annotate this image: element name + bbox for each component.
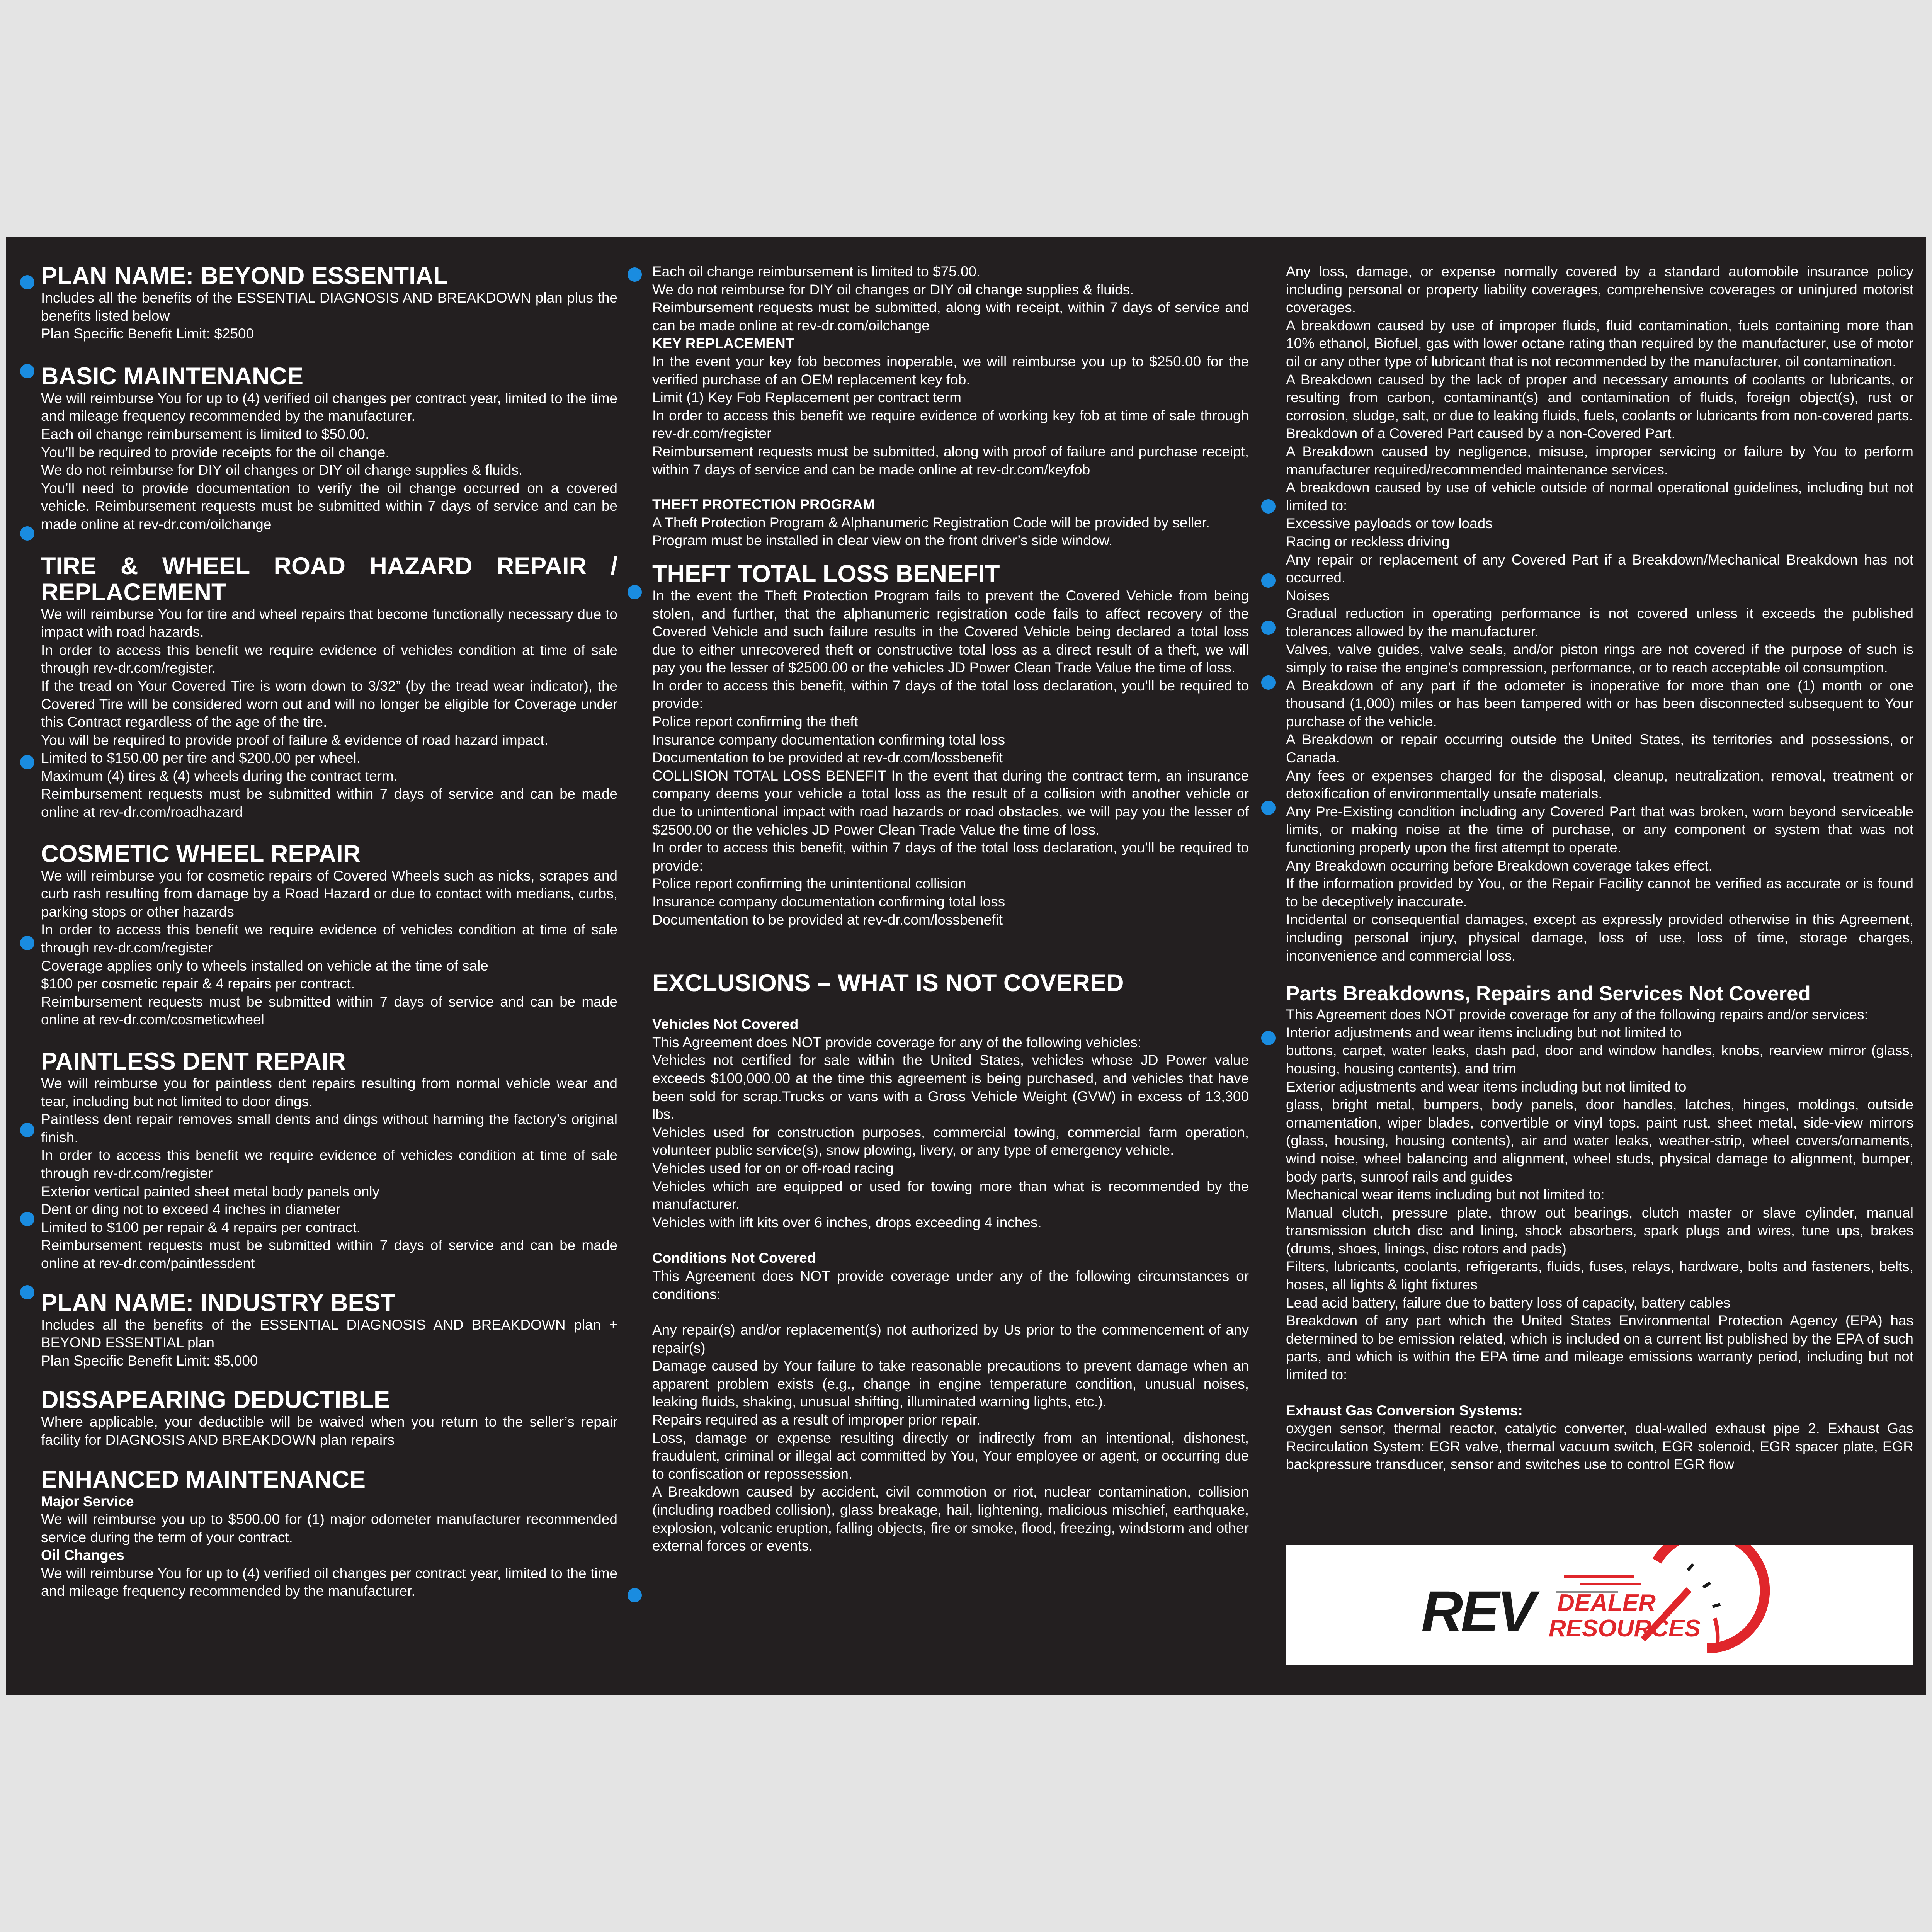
paragraph: In order to access this benefit, within 7 days of the total loss declaration, you’ll be required to provide: xyxy=(652,677,1249,712)
subheading: Vehicles Not Covered xyxy=(652,1016,799,1032)
paragraph: A Breakdown or repair occurring outside the United States, its territories and possessions, or Canada. xyxy=(1286,731,1913,766)
paragraph: Insurance company documentation confirming total loss xyxy=(652,894,1005,910)
paragraph: Any Breakdown occurring before Breakdown coverage takes effect. xyxy=(1286,857,1713,874)
bullet-dot-icon xyxy=(20,526,34,541)
subheading: Conditions Not Covered xyxy=(652,1250,816,1266)
paragraph: We will reimburse You for up to (4) verified oil changes per contract year, limited to the time and mileage frequency recommended by the manufacturer. xyxy=(41,1565,617,1599)
subheading: Major Service xyxy=(41,1493,134,1509)
paragraph: We will reimburse you for paintless dent repairs resulting from normal vehicle wear and tear, including but not limited to door dings. xyxy=(41,1075,617,1109)
paragraph: A Breakdown of any part if the odometer is inoperative for more than one (1) month or one thousand (1,000) miles or has been tampered with or has been disconnected subsequent to Your purchase of the vehicle. xyxy=(1286,677,1913,730)
section-heading: THEFT TOTAL LOSS BENEFIT xyxy=(652,560,1000,587)
paragraph: Documentation to be provided at rev-dr.com/lossbenefit xyxy=(652,912,1003,928)
logo-resources-text: RESOURCES xyxy=(1549,1615,1701,1642)
logo-rev-text: REV xyxy=(1421,1579,1534,1644)
paragraph: We do not reimburse for DIY oil changes or DIY oil change supplies & fluids. xyxy=(41,462,523,478)
subheading: THEFT PROTECTION PROGRAM xyxy=(652,497,875,513)
paragraph: oxygen sensor, thermal reactor, catalytic converter, dual-walled exhaust pipe 2. Exhaust Gas Recirculation System: EGR valve, thermal vacuum switch, EGR solenoid, EGR spacer plate, EGR backpressure transducer, sensor and switches use to control EGR flow xyxy=(1286,1420,1913,1473)
paragraph: Excessive payloads or tow loads xyxy=(1286,515,1493,532)
paragraph: Vehicles used for on or off-road racing xyxy=(652,1160,894,1176)
logo-dealer-text: DEALER xyxy=(1557,1590,1656,1616)
bullet-dot-icon xyxy=(20,364,34,378)
subheading: Oil Changes xyxy=(41,1547,124,1563)
bullet-dot-icon xyxy=(20,936,34,950)
paragraph: Program must be installed in clear view on the front driver’s side window. xyxy=(652,532,1113,549)
bullet-dot-icon xyxy=(628,267,642,282)
section-heading: PLAN NAME: INDUSTRY BEST xyxy=(41,1289,396,1316)
section-heading: PAINTLESS DENT REPAIR xyxy=(41,1048,346,1075)
paragraph: A breakdown caused by use of improper fluids, fluid contamination, fuels containing more than 10% ethanol, Biofuel, gas with lower octane rating than required by the manufacturer, use of motor oil or any other type of lubricant that is not recommended by the manufacturer, oil contamination. xyxy=(1286,317,1913,369)
paragraph: If the tread on Your Covered Tire is worn down to 3/32” (by the tread wear indicator), the Covered Tire will be considered worn out and will no longer be eligible for Coverage under this Contract regardless of the age of the tire. xyxy=(41,678,617,730)
paragraph: A breakdown caused by use of vehicle outside of normal operational guidelines, including but not limited to: xyxy=(1286,480,1913,514)
paragraph: buttons, carpet, water leaks, dash pad, door and window handles, knobs, rearview mirror (glass, housing, housing contents), and trim xyxy=(1286,1043,1913,1077)
section-heading: Parts Breakdowns, Repairs and Services Not Covered xyxy=(1286,982,1811,1005)
paragraph: Vehicles which are equipped or used for towing more than what is recommended by the manufacturer. xyxy=(652,1178,1249,1213)
paragraph: Limited to $100 per repair & 4 repairs per contract. xyxy=(41,1219,361,1235)
paragraph: Loss, damage or expense resulting directly or indirectly from an intentional, dishonest, fraudulent, criminal or illegal act committed by You, Your employee or agent, or occurring due to confiscation or repossession. xyxy=(652,1430,1249,1482)
paragraph: Any loss, damage, or expense normally covered by a standard automobile insurance policy including personal or property liability coverages, comprehensive coverages or uninjured motorist coverages. xyxy=(1286,264,1913,316)
paragraph: Vehicles with lift kits over 6 inches, drops exceeding 4 inches. xyxy=(652,1214,1042,1230)
paragraph: Any repair or replacement of any Covered Part if a Breakdown/Mechanical Breakdown has not occurred. xyxy=(1286,551,1913,586)
paragraph: Insurance company documentation confirming total loss xyxy=(652,731,1005,748)
bullet-dot-icon xyxy=(628,585,642,599)
paragraph: In the event the Theft Protection Program fails to prevent the Covered Vehicle from being stolen, and further, that the alphanumeric registration code fails to affect recovery of the Covered Vehicle and such failure results in the Covered Vehicle being declared a total loss due to either unrecovered theft or constructive total loss as a direct result of a theft, we will pay you the lesser of $2500.00 or the vehicles JD Power Clean Trade Value the time of loss. xyxy=(652,587,1249,676)
paragraph: Noises xyxy=(1286,587,1330,604)
paragraph: Manual clutch, pressure plate, throw out bearings, clutch master or slave cylinder, manual transmission clutch disc and lining, shock absorbers, spark plugs and wires, tune ups, brakes (drums, shoes, linings, disc rotors and pads) xyxy=(1286,1204,1913,1257)
paragraph: Breakdown of a Covered Part caused by a non-Covered Part. xyxy=(1286,425,1675,442)
paragraph: In order to access this benefit we require evidence of vehicles condition at time of sale through rev-dr.com/register. xyxy=(41,642,617,676)
paragraph: You’ll need to provide documentation to verify the oil change occurred on a covered vehicle. Reimbursement requests must be submitted within 7 days of service and can be made online at rev-dr.com/oilchange xyxy=(41,480,617,532)
section-heading: TIRE & WHEEL ROAD HAZARD REPAIR / REPLACEMENT xyxy=(41,552,617,606)
paragraph: We will reimburse you up to $500.00 for (1) major odometer manufacturer recommended service during the term of your contract. xyxy=(41,1511,617,1545)
paragraph: This Agreement does NOT provide coverage for any of the following repairs and/or services: xyxy=(1286,1007,1868,1023)
bullet-dot-icon xyxy=(1261,1031,1276,1045)
paragraph: We do not reimburse for DIY oil changes or DIY oil change supplies & fluids. xyxy=(652,281,1134,298)
paragraph: COLLISION TOTAL LOSS BENEFIT In the event that during the contract term, an insurance company deems your vehicle a total loss as the result of a collision with another vehicle or due to unintentional impact with road hazards or road obstacles, we will pay you the lesser of $2500.00 or the vehicles JD Power Clean Trade Value the time of loss. xyxy=(652,767,1249,838)
paragraph: Exterior adjustments and wear items including but not limited to xyxy=(1286,1078,1687,1095)
paragraph: glass, bright metal, bumpers, body panels, door handles, latches, hinges, moldings, outside ornamentation, wiper blades, convertible or vinyl tops, paint rust, sheet metal, side-view mirrors (glass, housing, housing contents), air and water leaks, weather-strip, wheel covers/ornaments, wind noise, wheel balancing and alignment, wheel studs, physical damage to alignment, bumper, body parts, sunroof rails and guides xyxy=(1286,1097,1913,1185)
paragraph: In the event your key fob becomes inoperable, we will reimburse you up to $250.00 for the verified purchase of an OEM replacement key fob. xyxy=(652,353,1249,388)
bullet-dot-icon xyxy=(20,1123,34,1137)
paragraph: Any Pre-Existing condition including any Covered Part that was broken, worn beyond serviceable limits, or making noise at the time of purchase, or any component or system that was not functioning properly upon the first attempt to operate. xyxy=(1286,803,1913,855)
section-heading: BASIC MAINTENANCE xyxy=(41,362,304,390)
paragraph: You will be required to provide proof of failure & evidence of road hazard impact. xyxy=(41,732,548,748)
paragraph: Reimbursement requests must be submitted within 7 days of service and can be made online at rev-dr.com/cosmeticwheel xyxy=(41,993,617,1028)
section-heading: PLAN NAME: BEYOND ESSENTIAL xyxy=(41,262,448,289)
column-left xyxy=(41,263,617,1600)
paragraph: Plan Specific Benefit Limit: $2500 xyxy=(41,326,254,342)
paragraph: Mechanical wear items including but not limited to: xyxy=(1286,1187,1605,1203)
paragraph: Includes all the benefits of the ESSENTIAL DIAGNOSIS AND BREAKDOWN plan + BEYOND ESSENTIAL plan xyxy=(41,1316,617,1351)
paragraph: Vehicles not certified for sale within the United States, vehicles whose JD Power value exceeds $100,000.00 at the time this agreement is being purchased, and vehicles that have been sold for scrap.Trucks or vans with a Gross Vehicle Weight (GVW) in excess of 13,300 lbs. xyxy=(652,1052,1249,1122)
paragraph: Police report confirming the unintentional collision xyxy=(652,876,966,892)
paragraph: Plan Specific Benefit Limit: $5,000 xyxy=(41,1352,258,1369)
paragraph: We will reimburse you for cosmetic repairs of Covered Wheels such as nicks, scrapes and curb rash resulting from damage by a Road Hazard or due to contact with medians, curbs, parking stops or other hazards xyxy=(41,867,617,920)
subheading: KEY REPLACEMENT xyxy=(652,335,794,352)
paragraph: A Theft Protection Program & Alphanumeric Registration Code will be provided by seller. xyxy=(652,514,1210,531)
paragraph: A Breakdown caused by the lack of proper and necessary amounts of coolants or lubricants, or resulting from carbon, contaminant(s) and contamination of fluids, foreign object(s), rust or corrosion, sludge, salt, or due to leaking fluids, fuels, coolants or lubricants from non-covered parts. xyxy=(1286,371,1913,423)
paragraph: In order to access this benefit we require evidence of working key fob at time of sale through rev-dr.com/register xyxy=(652,407,1249,442)
paragraph: Breakdown of any part which the United States Environmental Protection Agency (EPA) has determined to be emission related, which is included on a current list published by the EPA of such parts, and which is within the EPA time and mileage emissions warranty period, including but not limited to: xyxy=(1286,1313,1913,1383)
paragraph: If the information provided by You, or the Repair Facility cannot be verified as accurate or is found to be deceptively inaccurate. xyxy=(1286,876,1913,910)
paragraph: Interior adjustments and wear items including but not limited to xyxy=(1286,1024,1682,1041)
column-right xyxy=(1286,263,1913,1474)
paragraph: Reimbursement requests must be submitted, along with proof of failure and purchase receipt, within 7 days of service and can be made online at rev-dr.com/keyfob xyxy=(652,443,1249,478)
paragraph: Valves, valve guides, valve seals, and/or piston rings are not covered if the purpose of such is simply to raise the engine's compression, performance, or to reach acceptable oil consumption. xyxy=(1286,641,1913,676)
paragraph: Dent or ding not to exceed 4 inches in diameter xyxy=(41,1201,341,1218)
paragraph: Racing or reckless driving xyxy=(1286,533,1450,549)
paragraph: Reimbursement requests must be submitted, along with receipt, within 7 days of service and can be made online at rev-dr.com/oilchange xyxy=(652,299,1249,333)
section-heading: COSMETIC WHEEL REPAIR xyxy=(41,840,361,867)
bullet-dot-icon xyxy=(1261,573,1276,588)
brochure-panel xyxy=(6,237,1926,1695)
paragraph: Where applicable, your deductible will be waived when you return to the seller’s repair facility for DIAGNOSIS AND BREAKDOWN plan repairs xyxy=(41,1414,617,1448)
paragraph: Exterior vertical painted sheet metal body panels only xyxy=(41,1183,380,1199)
subheading: Exhaust Gas Conversion Systems: xyxy=(1286,1402,1523,1418)
paragraph: Includes all the benefits of the ESSENTIAL DIAGNOSIS AND BREAKDOWN plan plus the benefits listed below xyxy=(41,290,617,324)
paragraph: Repairs required as a result of improper prior repair. xyxy=(652,1412,981,1428)
column-middle xyxy=(652,263,1249,1555)
paragraph: Incidental or consequential damages, except as expressly provided otherwise in this Agreement, including personal injury, physical damage, loss of use, loss of time, storage charges, inconvenience and commercial loss. xyxy=(1286,912,1913,964)
paragraph: Coverage applies only to wheels installed on vehicle at the time of sale xyxy=(41,957,488,974)
paragraph: Documentation to be provided at rev-dr.com/lossbenefit xyxy=(652,750,1003,766)
section-heading: DISSAPEARING DEDUCTIBLE xyxy=(41,1386,390,1414)
paragraph: A Breakdown caused by negligence, misuse, improper servicing or failure by You to perform manufacturer required/recommended maintenance services. xyxy=(1286,443,1913,478)
paragraph: Vehicles used for construction purposes, commercial towing, commercial farm operation, volunteer public service(s), snow plowing, livery, or any type of emergency vehicle. xyxy=(652,1124,1249,1158)
paragraph: Each oil change reimbursement is limited to $75.00. xyxy=(652,264,981,279)
paragraph: Gradual reduction in operating performance is not covered unless it exceeds the published tolerances allowed by the manufacturer. xyxy=(1286,605,1913,639)
paragraph: Filters, lubricants, coolants, refrigerants, fluids, fuses, relays, hardware, bolts and fasteners, belts, hoses, all lights & light fixtures xyxy=(1286,1259,1913,1293)
paragraph: Limited to $150.00 per tire and $200.00 per wheel. xyxy=(41,750,361,766)
bullet-dot-icon xyxy=(20,755,34,769)
bullet-dot-icon xyxy=(1261,499,1276,514)
paragraph: Maximum (4) tires & (4) wheels during the contract term. xyxy=(41,768,398,784)
paragraph: In order to access this benefit, within 7 days of the total loss declaration, you’ll be required to provide: xyxy=(652,840,1249,874)
paragraph: $100 per cosmetic repair & 4 repairs per contract. xyxy=(41,976,355,992)
bullet-dot-icon xyxy=(20,1285,34,1299)
paragraph: Damage caused by Your failure to take reasonable precautions to prevent damage when an apparent problem exists (e.g., change in engine temperature condition, unusual noises, leaking fluids, shaking, unusual shifting, illuminated warning lights, etc.). xyxy=(652,1358,1249,1410)
paragraph: This Agreement does NOT provide coverage under any of the following circumstances or conditions: xyxy=(652,1268,1249,1302)
bullet-dot-icon xyxy=(20,1212,34,1226)
bullet-dot-icon xyxy=(628,1588,642,1602)
paragraph: We will reimburse You for up to (4) verified oil changes per contract year, limited to the time and mileage frequency recommended by the manufacturer. xyxy=(41,390,617,424)
paragraph: Any repair(s) and/or replacement(s) not authorized by Us prior to the commencement of any repair(s) xyxy=(652,1322,1249,1356)
paragraph: Reimbursement requests must be submitted within 7 days of service and can be made online at rev-dr.com/paintlessdent xyxy=(41,1237,617,1271)
paragraph: You’ll be required to provide receipts for the oil change. xyxy=(41,444,389,460)
paragraph: This Agreement does NOT provide coverage for any of the following vehicles: xyxy=(652,1034,1142,1050)
bullet-dot-icon xyxy=(20,275,34,289)
paragraph: Paintless dent repair removes small dents and dings without harming the factory’s original finish. xyxy=(41,1111,617,1145)
bullet-dot-icon xyxy=(1261,621,1276,635)
paragraph: We will reimburse You for tire and wheel repairs that become functionally necessary due to impact with road hazards. xyxy=(41,606,617,640)
paragraph: Lead acid battery, failure due to battery loss of capacity, battery cables xyxy=(1286,1294,1731,1311)
paragraph: Limit (1) Key Fob Replacement per contract term xyxy=(652,389,961,406)
paragraph: Any fees or expenses charged for the disposal, cleanup, neutralization, removal, treatment or detoxification of environmentally unsafe materials. xyxy=(1286,767,1913,802)
paragraph: In order to access this benefit we require evidence of vehicles condition at time of sale through rev-dr.com/register xyxy=(41,1147,617,1181)
section-heading: ENHANCED MAINTENANCE xyxy=(41,1466,366,1493)
paragraph: Reimbursement requests must be submitted within 7 days of service and can be made online at rev-dr.com/roadhazard xyxy=(41,786,617,820)
paragraph: In order to access this benefit we require evidence of vehicles condition at time of sale through rev-dr.com/register xyxy=(41,922,617,956)
paragraph: Each oil change reimbursement is limited to $50.00. xyxy=(41,426,369,442)
company-logo xyxy=(1286,1545,1913,1665)
paragraph: A Breakdown caused by accident, civil commotion or riot, nuclear contamination, collision (including roadbed collision), glass breakage, hail, lightening, malicious mischief, earthquake, explosion, volcanic eruption, falling objects, fire or smoke, flood, freezing, windstorm and other external forces or events. xyxy=(652,1484,1249,1554)
section-heading: EXCLUSIONS – WHAT IS NOT COVERED xyxy=(652,969,1124,997)
bullet-dot-icon xyxy=(1261,801,1276,815)
bullet-dot-icon xyxy=(1261,675,1276,690)
paragraph: Police report confirming the theft xyxy=(652,714,858,730)
